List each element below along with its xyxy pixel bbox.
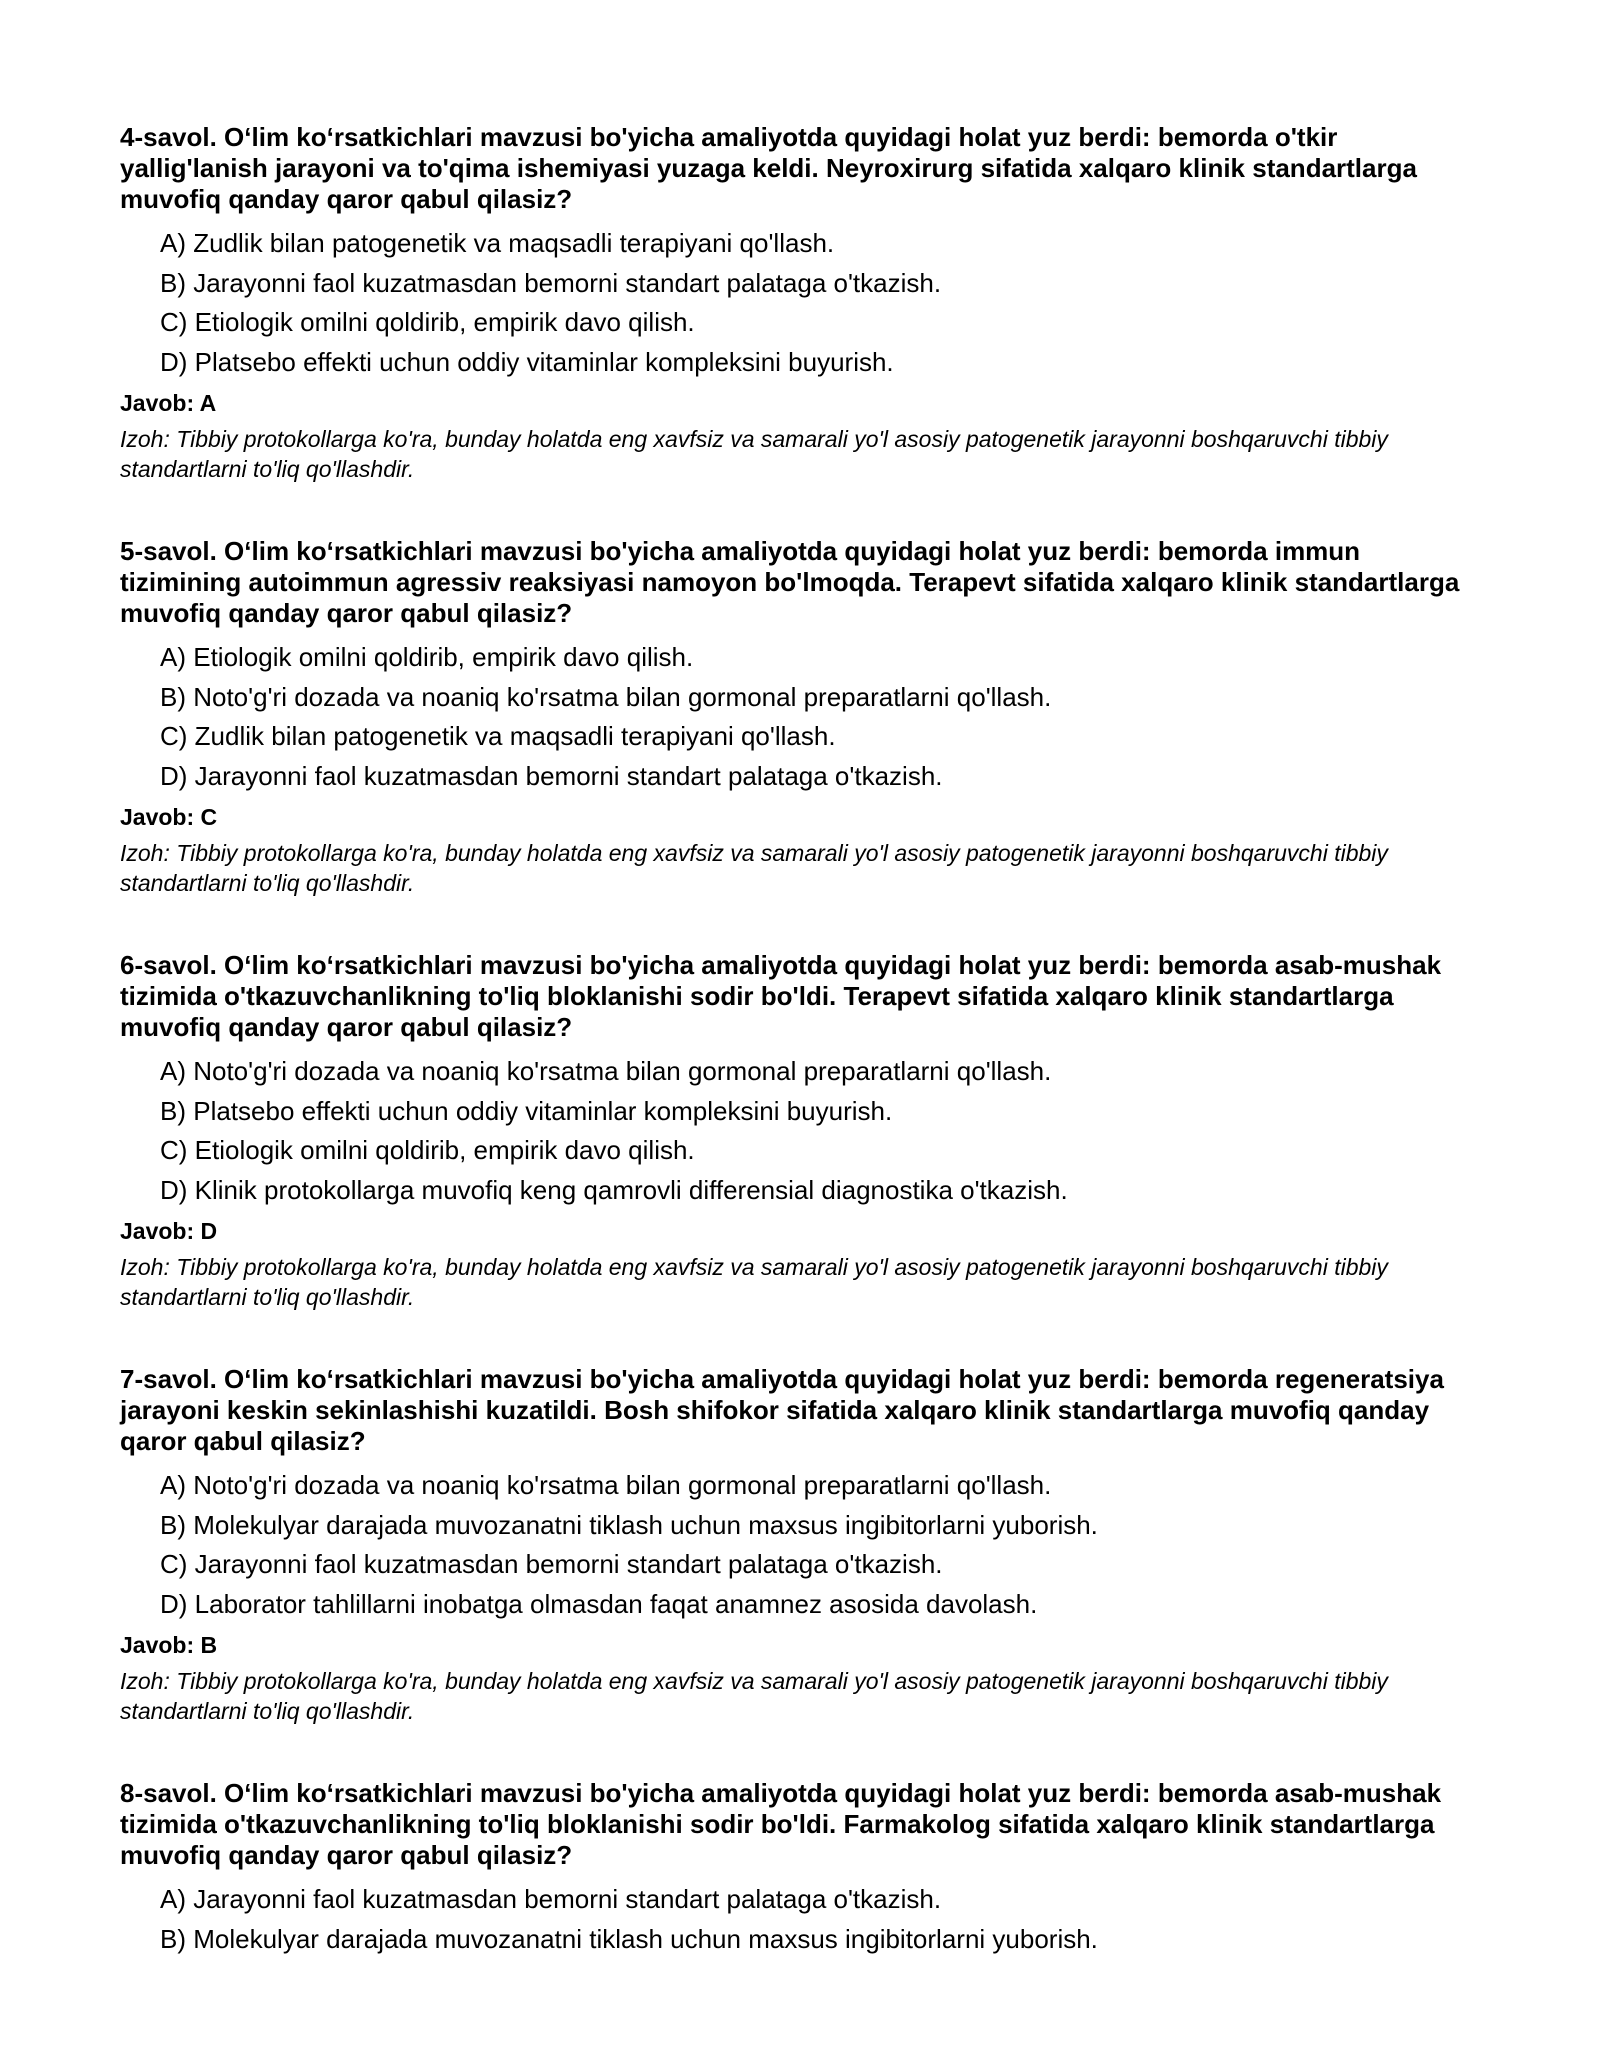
- option-d: D) Platsebo effekti uchun oddiy vitaminlar kompleksini buyurish.: [160, 346, 894, 377]
- document-page: [120, 122, 1480, 2011]
- explanation-note: Izoh: Tibbiy protokollarga ko'ra, bunday holatda eng xavfsiz va samarali yo'l asosiy patogenetik jarayonni boshqaruvchi tibbiy standartlarni to'liq qo'llashdir.: [120, 426, 1388, 482]
- options-list: [120, 638, 1480, 796]
- answer-text: Javob: B: [120, 1632, 218, 1658]
- option-d: D) Jarayonni faol kuzatmasdan bemorni standart palataga o'tkazish.: [160, 760, 943, 791]
- question-block-7: [120, 1364, 1480, 1726]
- option-b: B) Molekulyar darajada muvozanatni tiklash uchun maxsus ingibitorlarni yuborish.: [160, 1509, 1098, 1540]
- option-c: C) Etiologik omilni qoldirib, empirik davo qilish.: [160, 1135, 695, 1165]
- option-a: A) Etiologik omilni qoldirib, empirik davo qilish.: [160, 642, 694, 672]
- options-list: [120, 1880, 1480, 1959]
- question-block-5: [120, 536, 1480, 898]
- option-c: C) Zudlik bilan patogenetik va maqsadli terapiyani qo'llash.: [160, 721, 836, 751]
- question-text: 5-savol. O‘lim ko‘rsatkichlari mavzusi bo'yicha amaliyotda quyidagi holat yuz berdi: bemorda immun tizimining autoimmun agressiv reaksiyasi namoyon bo'lmoqda. Terapevt sifatida xalqaro klinik standartlarga muvofiq qanday qaror qabul qilasiz?: [120, 536, 1460, 628]
- question-text: 6-savol. O‘lim ko‘rsatkichlari mavzusi bo'yicha amaliyotda quyidagi holat yuz berdi: bemorda asab-mushak tizimida o'tkazuvchanlikning to'liq bloklanishi sodir bo'ldi. Terapevt sifatida xalqaro klinik standartlarga muvofiq qanday qaror qabul qilasiz?: [120, 950, 1442, 1042]
- option-b: B) Molekulyar darajada muvozanatni tiklash uchun maxsus ingibitorlarni yuborish.: [160, 1923, 1098, 1954]
- answer-text: Javob: A: [120, 390, 217, 416]
- question-block-4: [120, 122, 1480, 484]
- option-d: D) Laborator tahlillarni inobatga olmasdan faqat anamnez asosida davolash.: [160, 1588, 1038, 1619]
- option-b: B) Jarayonni faol kuzatmasdan bemorni standart palataga o'tkazish.: [160, 267, 942, 298]
- option-a: A) Noto'g'ri dozada va noaniq ko'rsatma bilan gormonal preparatlarni qo'llash.: [160, 1056, 1052, 1086]
- explanation-note: Izoh: Tibbiy protokollarga ko'ra, bunday holatda eng xavfsiz va samarali yo'l asosiy patogenetik jarayonni boshqaruvchi tibbiy standartlarni to'liq qo'llashdir.: [120, 1254, 1388, 1310]
- answer-text: Javob: C: [120, 804, 218, 830]
- option-b: B) Noto'g'ri dozada va noaniq ko'rsatma bilan gormonal preparatlarni qo'llash.: [160, 681, 1052, 712]
- question-text: 7-savol. O‘lim ko‘rsatkichlari mavzusi bo'yicha amaliyotda quyidagi holat yuz berdi: bemorda regeneratsiya jarayoni keskin sekinlashishi kuzatildi. Bosh shifokor sifatida xalqaro klinik standartlarga muvofiq qanday qaror qabul qilasiz?: [120, 1364, 1444, 1456]
- option-a: A) Jarayonni faol kuzatmasdan bemorni standart palataga o'tkazish.: [160, 1884, 942, 1914]
- options-list: [120, 1052, 1480, 1210]
- question-text: 4-savol. O‘lim ko‘rsatkichlari mavzusi bo'yicha amaliyotda quyidagi holat yuz berdi: bemorda o'tkir yallig'lanish jarayoni va to'qima ishemiyasi yuzaga keldi. Neyroxirurg sifatida xalqaro klinik standartlarga muvofiq qanday qaror qabul qilasiz?: [120, 122, 1417, 214]
- question-text: 8-savol. O‘lim ko‘rsatkichlari mavzusi bo'yicha amaliyotda quyidagi holat yuz berdi: bemorda asab-mushak tizimida o'tkazuvchanlikning to'liq bloklanishi sodir bo'ldi. Farmakolog sifatida xalqaro klinik standartlarga muvofiq qanday qaror qabul qilasiz?: [120, 1778, 1442, 1870]
- options-list: [120, 1466, 1480, 1624]
- explanation-note: Izoh: Tibbiy protokollarga ko'ra, bunday holatda eng xavfsiz va samarali yo'l asosiy patogenetik jarayonni boshqaruvchi tibbiy standartlarni to'liq qo'llashdir.: [120, 1668, 1388, 1724]
- option-c: C) Jarayonni faol kuzatmasdan bemorni standart palataga o'tkazish.: [160, 1549, 943, 1579]
- option-a: A) Zudlik bilan patogenetik va maqsadli terapiyani qo'llash.: [160, 228, 835, 258]
- options-list: [120, 224, 1480, 382]
- answer-text: Javob: D: [120, 1218, 218, 1244]
- option-b: B) Platsebo effekti uchun oddiy vitaminlar kompleksini buyurish.: [160, 1095, 893, 1126]
- question-block-8: [120, 1778, 1480, 1959]
- question-block-6: [120, 950, 1480, 1312]
- explanation-note: Izoh: Tibbiy protokollarga ko'ra, bunday holatda eng xavfsiz va samarali yo'l asosiy patogenetik jarayonni boshqaruvchi tibbiy standartlarni to'liq qo'llashdir.: [120, 840, 1388, 896]
- option-a: A) Noto'g'ri dozada va noaniq ko'rsatma bilan gormonal preparatlarni qo'llash.: [160, 1470, 1052, 1500]
- option-d: D) Klinik protokollarga muvofiq keng qamrovli differensial diagnostika o'tkazish.: [160, 1174, 1068, 1205]
- option-c: C) Etiologik omilni qoldirib, empirik davo qilish.: [160, 307, 695, 337]
